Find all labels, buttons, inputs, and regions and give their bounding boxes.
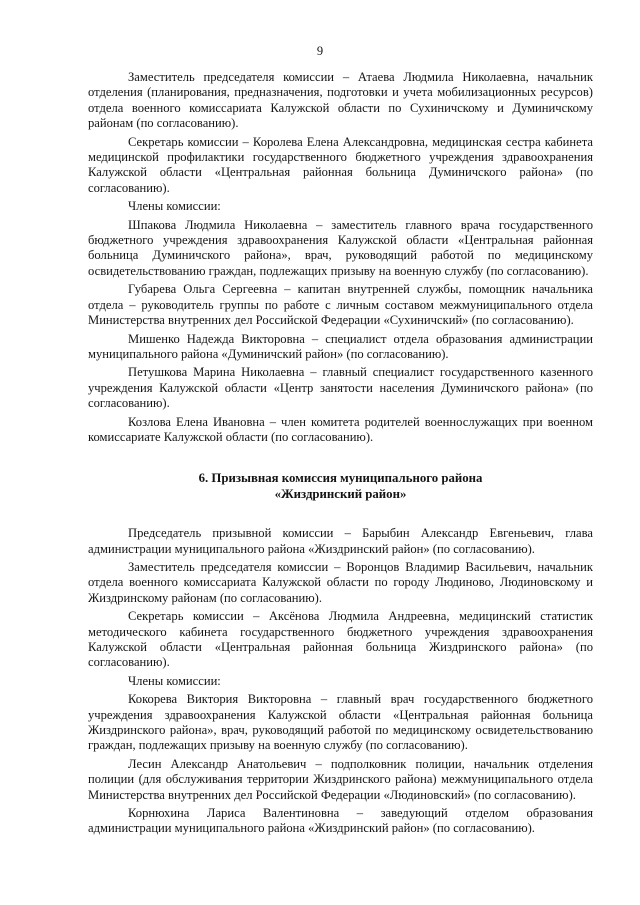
paragraph-member-mishenko: Мишенко Надежда Викторовна – специалист отдела образования администрации муниципального района «Думиничский район» (по согласованию). [88, 331, 593, 361]
paragraph-secretary-koroleva: Секретарь комиссии – Королева Елена Александровна, медицинская сестра кабинета медицинской профилактики государственного бюджетного учреждения здравоохранения Калужской области «Центральная районная больница Думиничского района» (по согласованию). [88, 134, 593, 195]
paragraph-deputy-chair-vorontsov: Заместитель председателя комиссии – Воронцов Владимир Васильевич, начальник отдела военного комиссариата Калужской области по городу Людиново, Людиновскому и Жиздринскому районам (по согласованию). [88, 559, 593, 605]
paragraph-member-lesin: Лесин Александр Анатольевич – подполковник полиции, начальник отделения полиции (для обслуживания территории Жиздринского района) межмуниципального отдела Министерства внутренних дел Российской Федерации «Людиновский» (по согласованию). [88, 756, 593, 802]
paragraph-member-gubareva: Губарева Ольга Сергеевна – капитан внутренней службы, помощник начальника отдела – руководитель группы по работе с личным составом межмуниципального отдела Министерства внутренних дел Российской Федерации «Сухиничский» (по согласованию). [88, 282, 593, 328]
paragraph-member-kornyukhina: Корнюхина Лариса Валентиновна – заведующий отделом образования администрации муниципального района «Жиздринский район» (по согласованию). [88, 806, 593, 836]
section-heading-line-1: 6. Призывная комиссия муниципального района [198, 471, 483, 486]
paragraph-deputy-chair-atayeva: Заместитель председателя комиссии – Атаева Людмила Николаевна, начальник отделения (планирования, предназначения, подготовки и учета мобилизационных ресурсов) отдела военного комиссариата Калужской области по Сухиничскому и Думиничскому районам (по согласованию). [88, 70, 593, 131]
page-number: 9 [316, 44, 324, 58]
paragraph-secretary-aksenova: Секретарь комиссии – Аксёнова Людмила Андреевна, медицинский статистик методического кабинета государственного бюджетного учреждения здравоохранения Калужской области «Центральная районная больница Жиздринского района» (по согласованию). [88, 609, 593, 670]
paragraph-member-shpakova: Шпакова Людмила Николаевна – заместитель главного врача государственного бюджетного учреждения здравоохранения Калужской области «Центральная районная больница Думиничского района», врач, руководящий работой по медицинскому освидетельствованию граждан, подлежащих призыву на военную службу (по согласованию). [88, 217, 593, 278]
paragraph-members-heading: Члены комиссии: [128, 199, 221, 214]
section-heading [88, 471, 593, 502]
paragraph-member-kozlova: Козлова Елена Ивановна – член комитета родителей военнослужащих при военном комиссариате Калужской области (по согласованию). [88, 414, 593, 444]
paragraph-member-kokoreva: Кокорева Виктория Викторовна – главный врач государственного бюджетного учреждения здравоохранения Калужской области «Центральная районная больница Жиздринского района», врач, руководящий работой по медицинскому освидетельствованию граждан, подлежащих призыву на военную службу (по согласованию). [88, 692, 593, 753]
paragraph-chair-barybin: Председатель призывной комиссии – Барыбин Александр Евгеньевич, глава администрации муниципального района «Жиздринский район» (по согласованию). [88, 526, 593, 556]
paragraph-members-heading-2: Члены комиссии: [128, 673, 221, 688]
section-heading-line-2: «Жиздринский район» [274, 486, 407, 501]
document-body [88, 70, 593, 837]
paragraph-member-petushkova: Петушкова Марина Николаевна – главный специалист государственного казенного учреждения Калужской области «Центр занятости населения Думиничского района» (по согласованию). [88, 365, 593, 411]
